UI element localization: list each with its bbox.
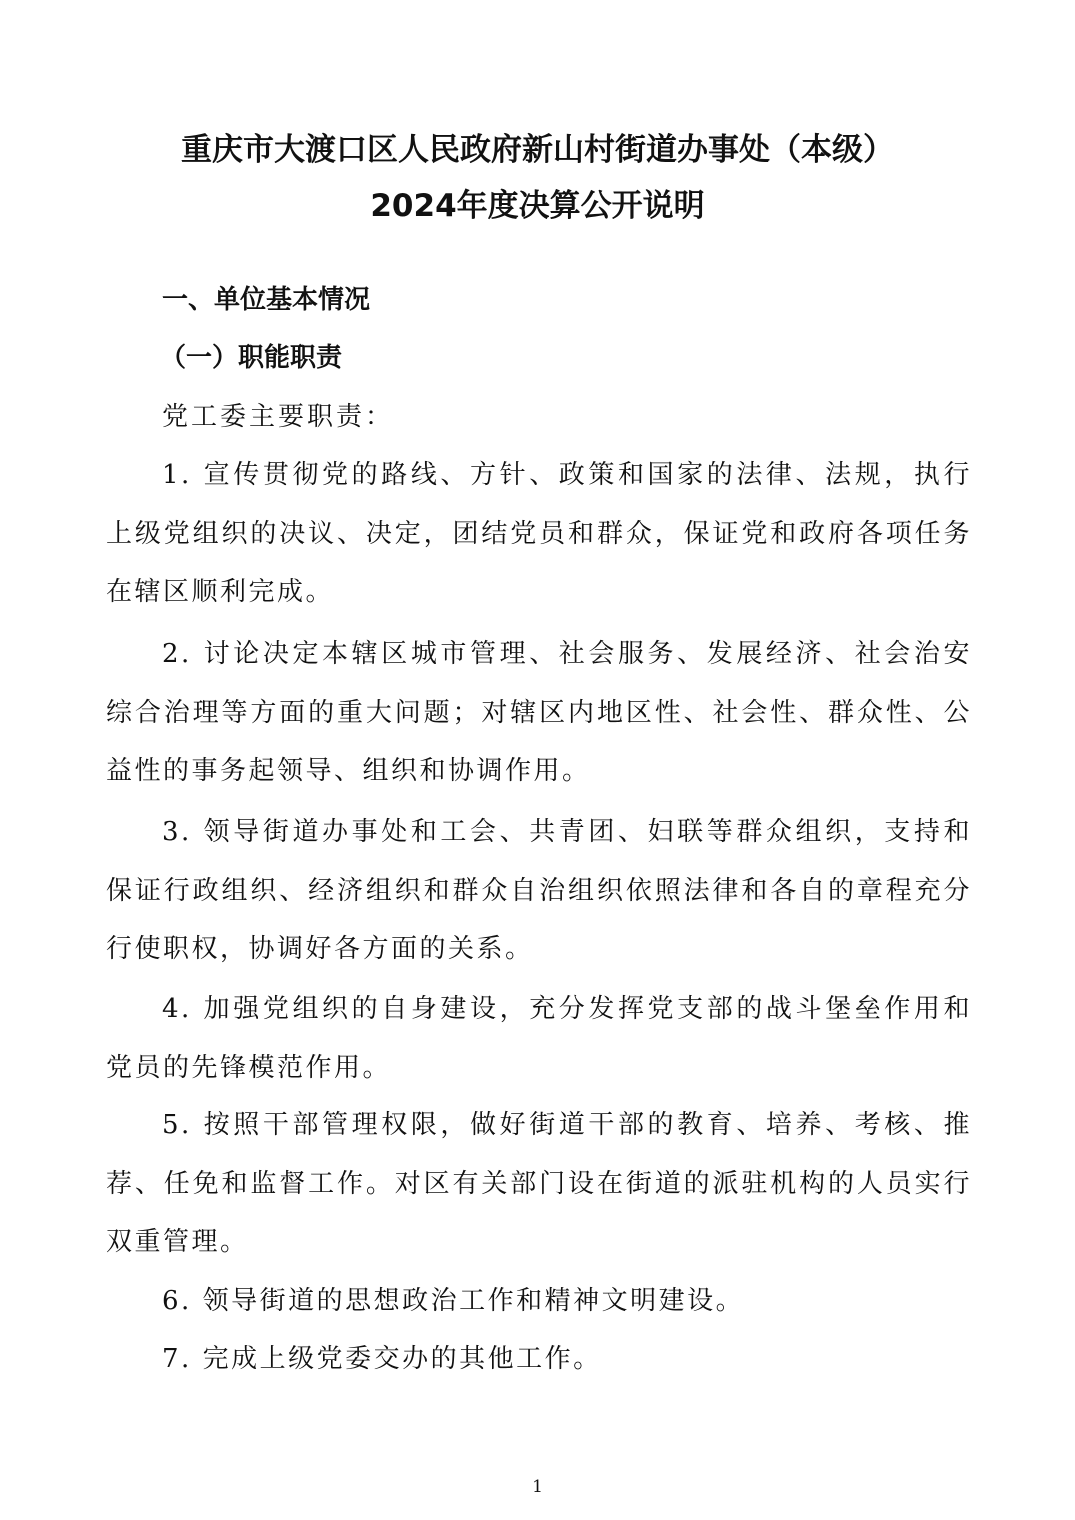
page-number: 1: [532, 1477, 543, 1497]
responsibility-item-2: 2. 讨论决定本辖区城市管理、社会服务、发展经济、社会治安综合治理等方面的重大问题；对辖区内地区性、社会性、群众性、公益性的事务起领导、组织和协调作用。: [106, 639, 972, 786]
document-title-line-2: 2024年度决算公开说明: [370, 188, 705, 224]
responsibility-item-3: 3. 领导街道办事处和工会、共青团、妇联等群众组织，支持和保证行政组织、经济组织和群众自治组织依照法律和各自的章程充分行使职权，协调好各方面的关系。: [106, 817, 972, 964]
responsibility-item-6: 6. 领导街道的思想政治工作和精神文明建设。: [162, 1286, 745, 1316]
document-title-line-1: 重庆市大渡口区人民政府新山村街道办事处（本级）: [181, 132, 894, 168]
section-heading-basic-info: 一、单位基本情况: [162, 285, 371, 315]
responsibility-item-4: 4. 加强党组织的自身建设，充分发挥党支部的战斗堡垒作用和党员的先锋模范作用。: [106, 994, 972, 1083]
subsection-heading-functions: （一）职能职责: [160, 343, 343, 373]
responsibility-item-1: 1. 宣传贯彻党的路线、方针、政策和国家的法律、法规，执行上级党组织的决议、决定，团结党员和群众，保证党和政府各项任务在辖区顺利完成。: [106, 460, 972, 607]
responsibility-item-7: 7. 完成上级党委交办的其他工作。: [162, 1344, 602, 1374]
intro-paragraph: 党工委主要职责：: [162, 402, 395, 432]
responsibility-item-5: 5. 按照干部管理权限，做好街道干部的教育、培养、考核、推荐、任免和监督工作。对区有关部门设在街道的派驻机构的人员实行双重管理。: [106, 1110, 972, 1257]
